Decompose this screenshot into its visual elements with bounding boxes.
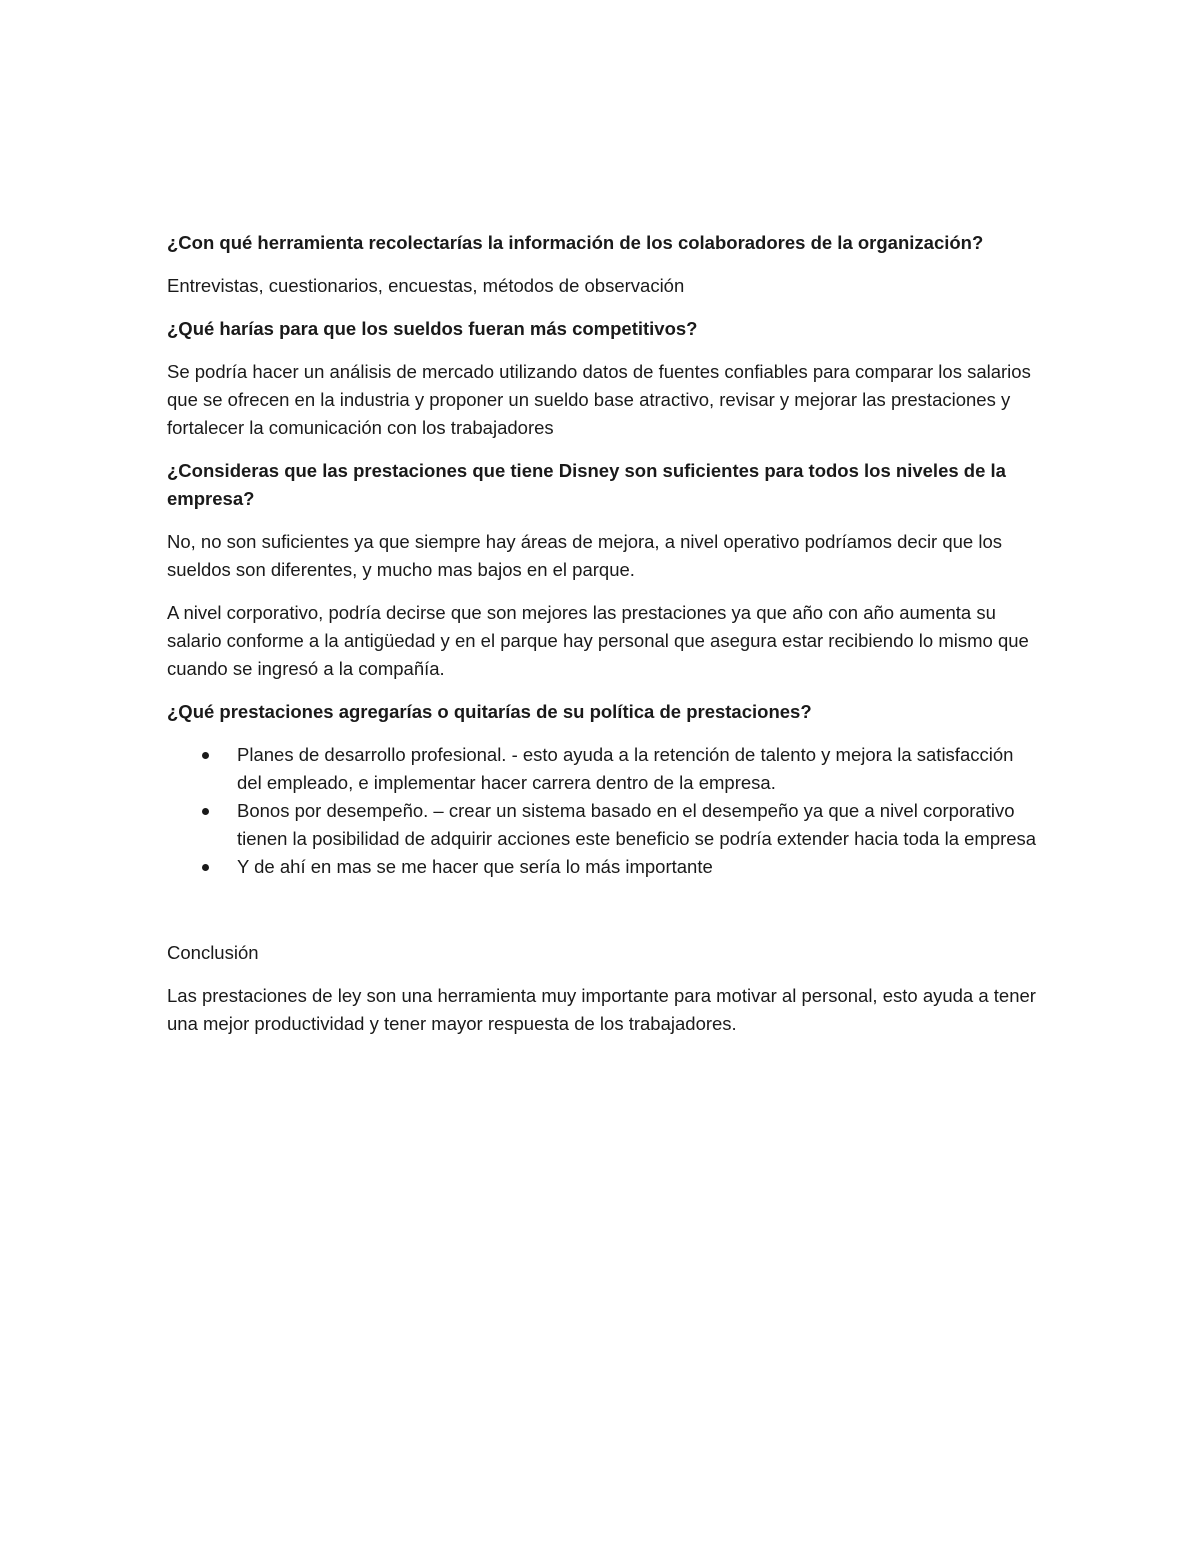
question-4: ¿Qué prestaciones agregarías o quitarías de su política de prestaciones?: [167, 701, 812, 722]
bullet-icon: [200, 853, 210, 881]
bullet-list: [167, 741, 1037, 881]
answer-3-paragraph-1: No, no son suficientes ya que siempre hay áreas de mejora, a nivel operativo podríamos decir que los sueldos son diferentes, y mucho mas bajos en el parque.: [167, 531, 1003, 580]
list-item: [167, 797, 1037, 853]
list-item: [167, 853, 1037, 881]
list-item: [167, 741, 1037, 797]
question-1: ¿Con qué herramienta recolectarías la información de los colaboradores de la organización?: [167, 232, 984, 253]
answer-2: Se podría hacer un análisis de mercado utilizando datos de fuentes confiables para comparar los salarios que se ofrecen en la industria y proponer un sueldo base atractivo, revisar y mejorar las prestaciones y fortalecer la comunicación con los trabajadores: [167, 361, 1031, 438]
list-item-text: Planes de desarrollo profesional. - esto ayuda a la retención de talento y mejora la satisfacción del empleado, e implementar hacer carrera dentro de la empresa.: [237, 744, 1014, 793]
list-item-text: Y de ahí en mas se me hacer que sería lo más importante: [237, 856, 713, 877]
conclusion-heading: Conclusión: [167, 942, 259, 963]
question-3: ¿Consideras que las prestaciones que tiene Disney son suficientes para todos los niveles de la empresa?: [167, 460, 1006, 509]
list-item-text: Bonos por desempeño. – crear un sistema basado en el desempeño ya que a nivel corporativo tienen la posibilidad de adquirir acciones este beneficio se podría extender hacia toda la empresa: [237, 800, 1037, 849]
answer-1: Entrevistas, cuestionarios, encuestas, métodos de observación: [167, 275, 685, 296]
document-body: [167, 229, 1037, 1053]
question-2: ¿Qué harías para que los sueldos fueran más competitivos?: [167, 318, 698, 339]
bullet-icon: [200, 741, 210, 769]
answer-3-paragraph-2: A nivel corporativo, podría decirse que son mejores las prestaciones ya que año con año aumenta su salario conforme a la antigüedad y en el parque hay personal que asegura estar recibiendo lo mismo que cuando se ingresó a la compañía.: [167, 602, 1029, 679]
bullet-icon: [200, 797, 210, 825]
conclusion-text: Las prestaciones de ley son una herramienta muy importante para motivar al personal, esto ayuda a tener una mejor productividad y tener mayor respuesta de los trabajadores.: [167, 985, 1036, 1034]
blank-line: [167, 896, 1037, 939]
